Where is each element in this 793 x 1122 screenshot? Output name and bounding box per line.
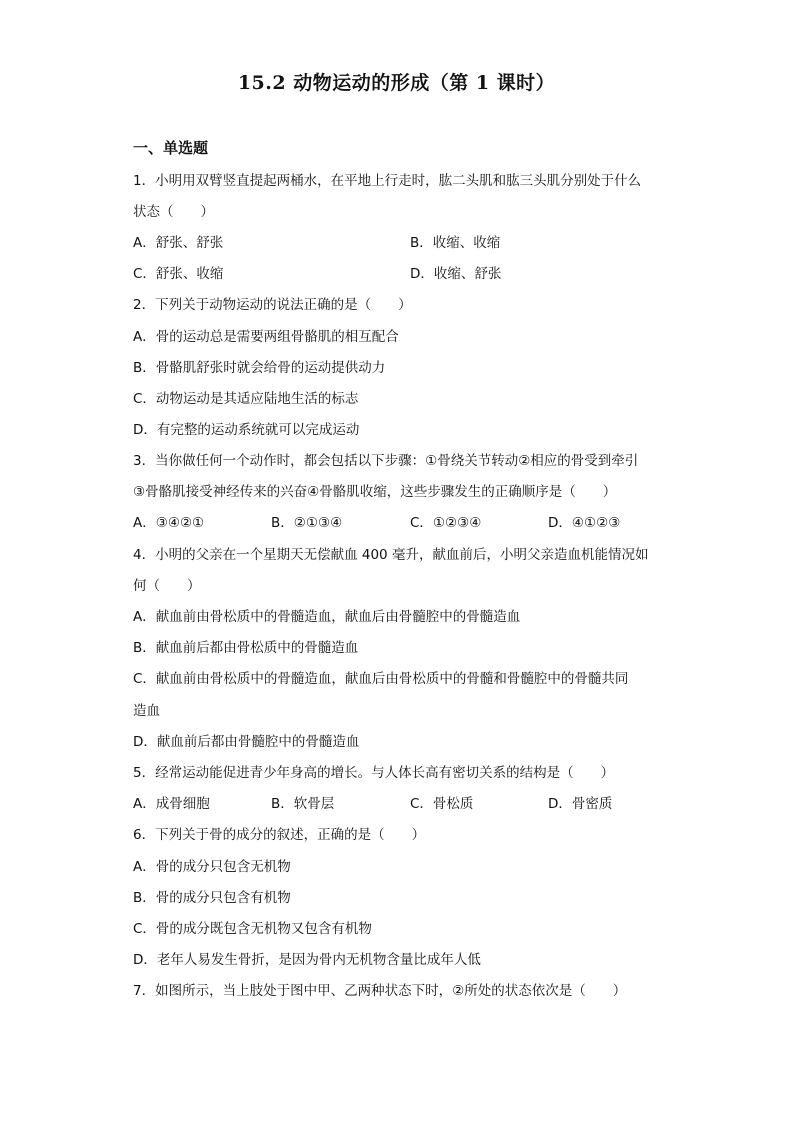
question-2-option-b: B．骨骼肌舒张时就会给骨的运动提供动力 (133, 360, 386, 376)
question-5-option-c: C．骨松质 (410, 796, 474, 812)
question-4-option-a: A．献血前由骨松质中的骨髓造血，献血后由骨髓腔中的骨髓造血 (133, 609, 521, 625)
question-5-option-a: A．成骨细胞 (133, 796, 210, 812)
question-4-option-b: B．献血前后都由骨松质中的骨髓造血 (133, 640, 359, 656)
question-5-option-b: B．软骨层 (271, 796, 335, 812)
question-2-option-c: C．动物运动是其适应陆地生活的标志 (133, 391, 359, 407)
question-3-option-c: C．①②③④ (410, 515, 482, 531)
section-heading: 一、单选题 (133, 139, 209, 157)
question-5-stem: 5．经常运动能促进青少年身高的增长。与人体长高有密切关系的结构是（ ） (133, 765, 615, 781)
question-3-option-a: A．③④②① (133, 515, 205, 531)
question-6-option-d: D．老年人易发生骨折，是因为骨内无机物含量比成年人低 (133, 952, 481, 968)
page-title: 15.2 动物运动的形成（第 1 课时） (237, 72, 556, 94)
question-2-option-d: D．有完整的运动系统就可以完成运动 (133, 422, 360, 438)
question-1-stem-line-2: 状态（ ） (133, 204, 214, 220)
question-6-stem: 6．下列关于骨的成分的叙述，正确的是（ ） (133, 827, 426, 843)
question-3-stem-line-2: ③骨骼肌接受神经传来的兴奋④骨骼肌收缩，这些步骤发生的正确顺序是（ ） (133, 484, 617, 500)
question-3-option-d: D．④①②③ (548, 515, 621, 531)
question-4-stem-line-2: 何（ ） (133, 578, 201, 594)
question-5-option-d: D．骨密质 (548, 796, 613, 812)
question-4-option-c-line-2: 造血 (133, 703, 160, 719)
question-1-option-b: B．收缩、收缩 (410, 235, 501, 251)
question-6-option-c: C．骨的成分既包含无机物又包含有机物 (133, 921, 372, 937)
question-4-option-c-line-1: C．献血前由骨松质中的骨髓造血，献血后由骨松质中的骨髓和骨髓腔中的骨髓共同 (133, 671, 629, 687)
question-2-option-a: A．骨的运动总是需要两组骨骼肌的相互配合 (133, 329, 399, 345)
question-2-stem: 2．下列关于动物运动的说法正确的是（ ） (133, 297, 412, 313)
question-6-option-b: B．骨的成分只包含有机物 (133, 890, 291, 906)
question-1-option-d: D．收缩、舒张 (410, 266, 502, 282)
question-3-option-b: B．②①③④ (271, 515, 343, 531)
question-7-stem: 7．如图所示，当上肢处于图中甲、乙两种状态下时，②所处的状态依次是（ ） (133, 983, 627, 999)
question-1-option-c: C．舒张、收缩 (133, 266, 224, 282)
question-4-option-d: D．献血前后都由骨髓腔中的骨髓造血 (133, 734, 360, 750)
question-4-stem-line-1: 4．小明的父亲在一个星期天无偿献血 400 毫升，献血前后，小明父亲造血机能情况如 (133, 547, 649, 563)
question-3-stem-line-1: 3．当你做任何一个动作时，都会包括以下步骤：①骨绕关节转动②相应的骨受到牵引 (133, 453, 639, 469)
question-1-stem-line-1: 1．小明用双臂竖直提起两桶水，在平地上行走时，肱二头肌和肱三头肌分别处于什么 (133, 173, 642, 189)
question-1-option-a: A．舒张、舒张 (133, 235, 224, 251)
question-6-option-a: A．骨的成分只包含无机物 (133, 859, 291, 875)
